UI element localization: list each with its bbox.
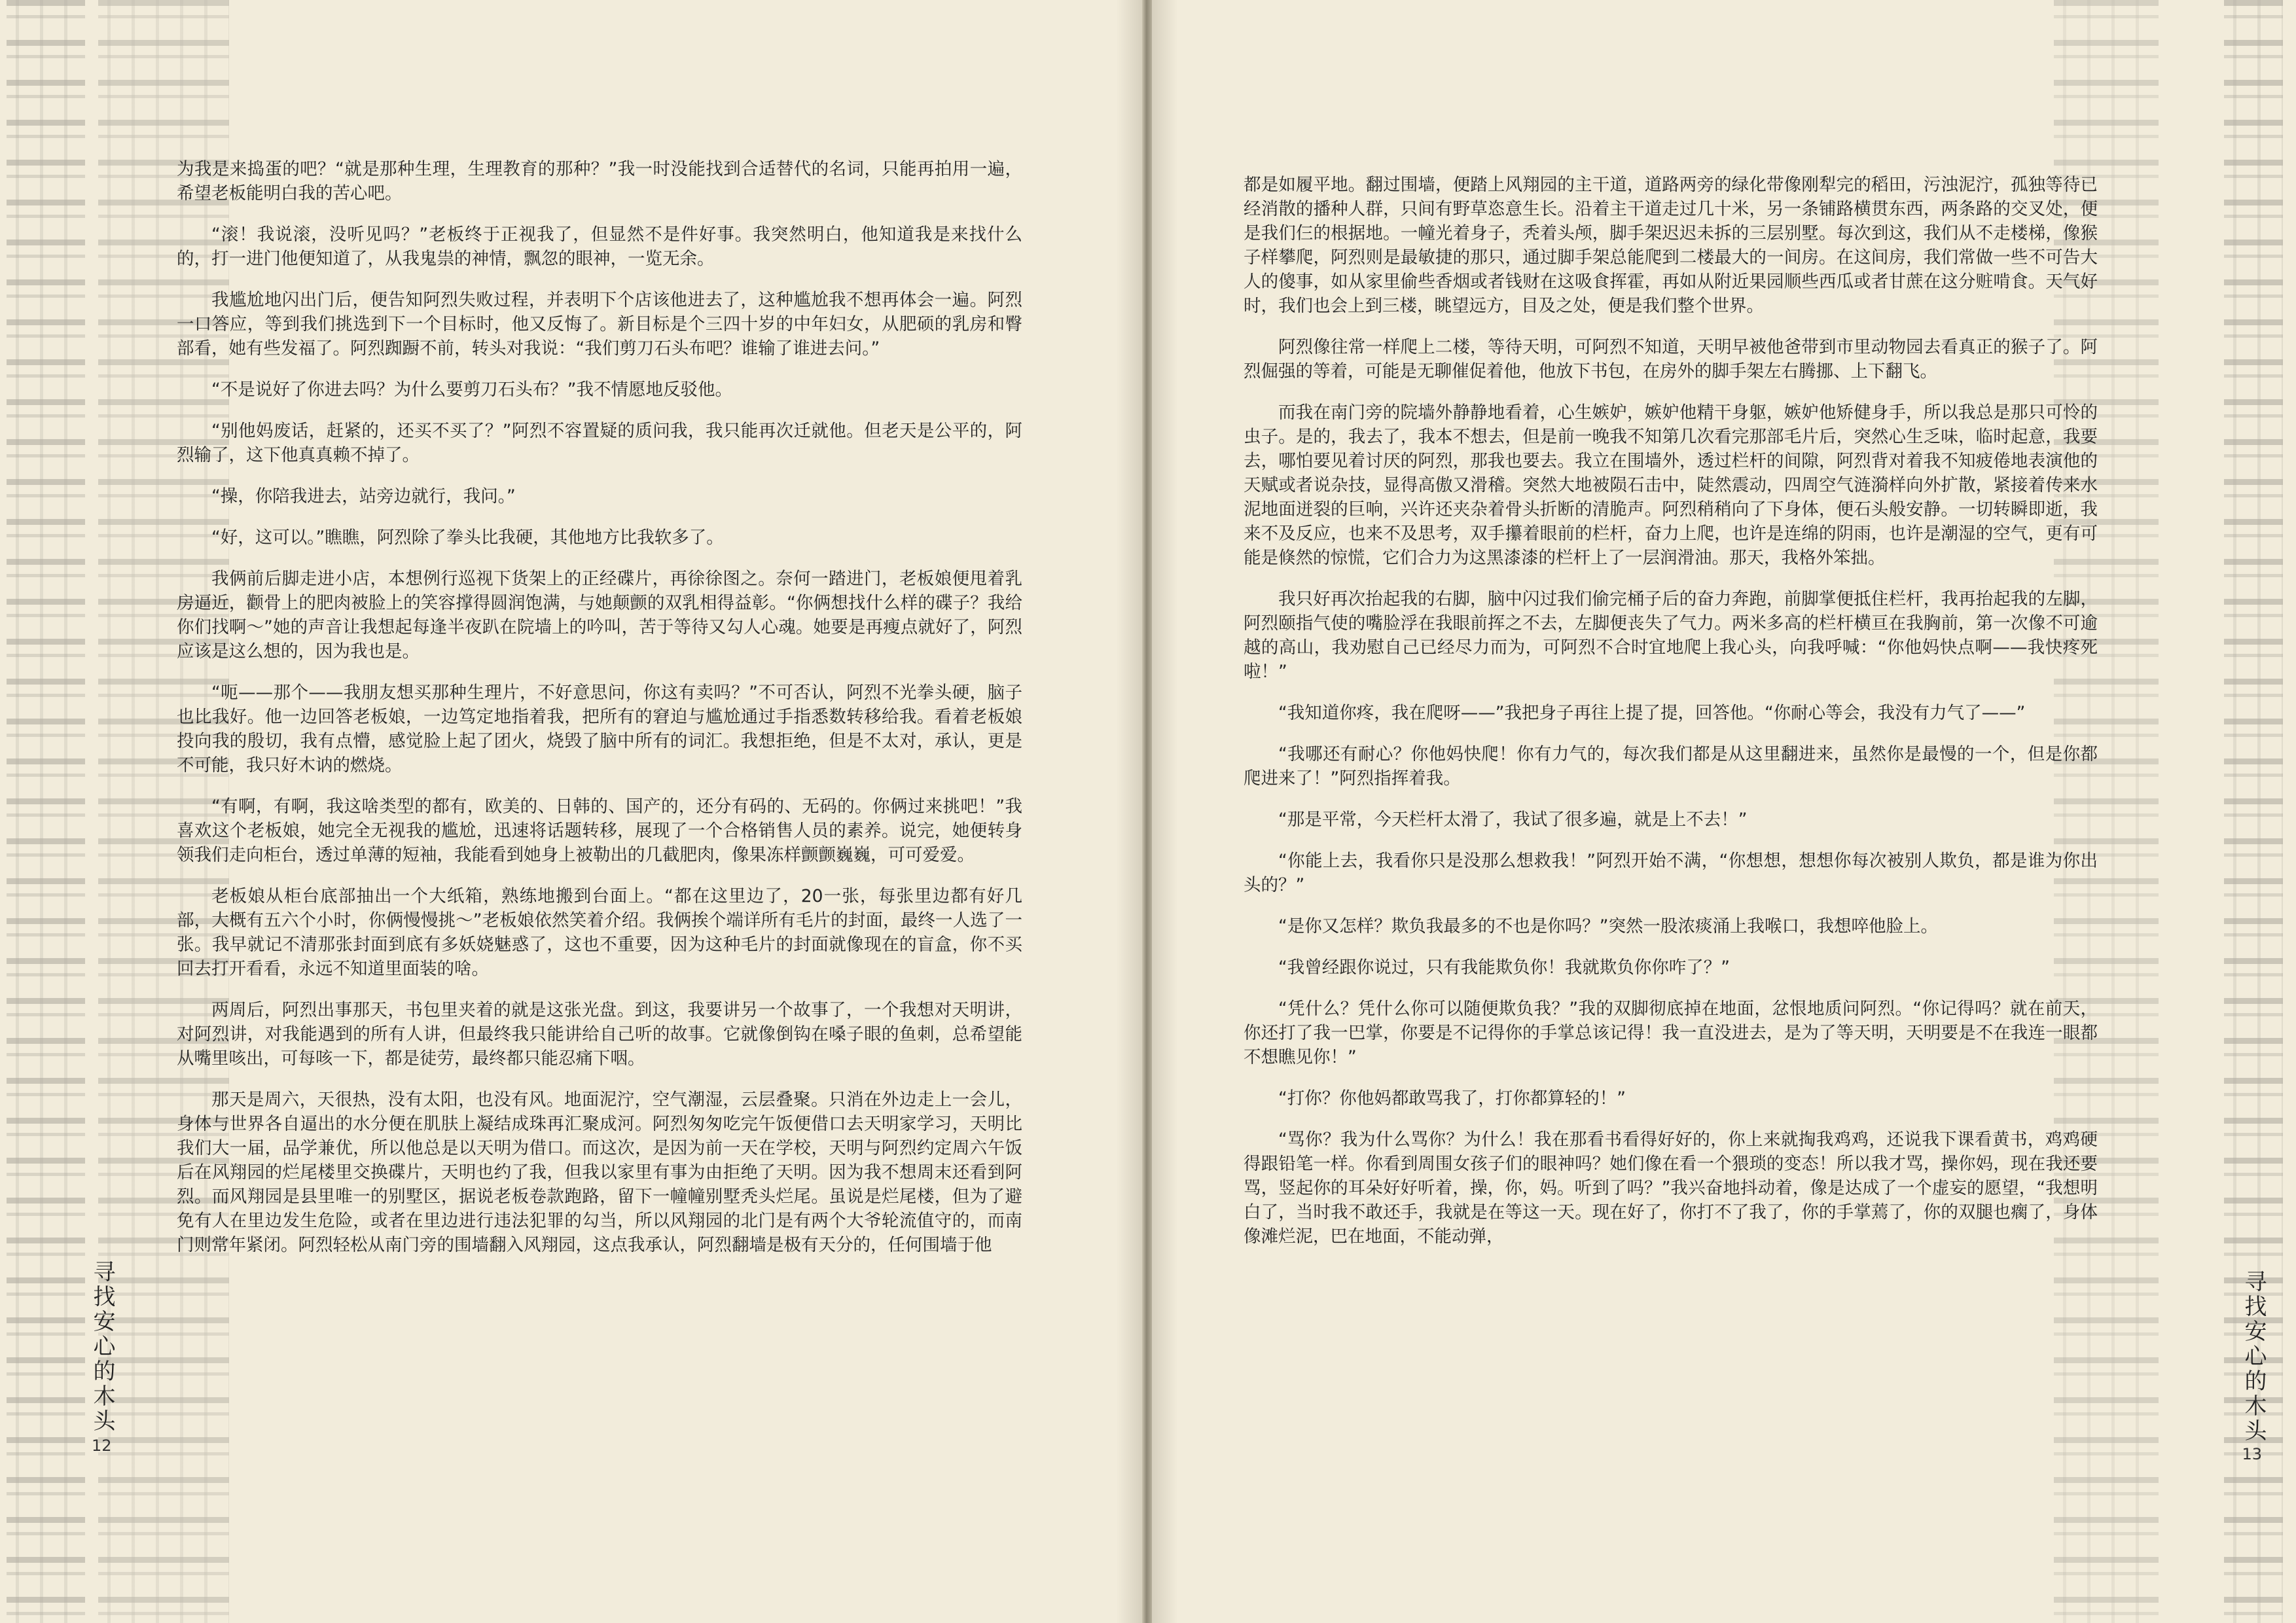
- paragraph: 我俩前后脚走进小店，本想例行巡视下货架上的正经碟片，再徐徐图之。奈何一踏进门，老板娘便甩着乳房逼近，颧骨上的肥肉被脸上的笑容撑得圆润饱满，与她颠颤的双乳相得益彰。“你俩想找什么样的碟子？我给你们找啊～”她的声音让我想起每逢半夜趴在院墙上的吟叫，苦于等待又勾人心魂。她要是再瘦点就好了，阿烈应该是这么想的，因为我也是。: [177, 569, 1022, 662]
- paragraph: 我尴尬地闪出门后，便告知阿烈失败过程，并表明下个店该他进去了，这种尴尬我不想再体会一遍。阿烈一口答应，等到我们挑选到下一个目标时，他又反悔了。新目标是个三四十岁的中年妇女，从肥硕的乳房和臀部看，她有些发福了。阿烈踟蹰不前，转头对我说：“我们剪刀石头布吧？谁输了谁进去问。”: [177, 290, 1022, 359]
- paragraph: 两周后，阿烈出事那天，书包里夹着的就是这张光盘。到这，我要讲另一个故事了，一个我想对天明讲，对阿烈讲，对我能遇到的所有人讲，但最终我只能讲给自己听的故事。它就像倒钩在嗓子眼的鱼刺，总希望能从嘴里咳出，可每咳一下，都是徒劳，最终都只能忍痛下咽。: [177, 1000, 1022, 1069]
- paragraph: 那天是周六，天很热，没有太阳，也没有风。地面泥泞，空气潮湿，云层叠聚。只消在外边走上一会儿，身体与世界各自逼出的水分便在肌肤上凝结成珠再汇聚成河。阿烈匆匆吃完午饭便借口去天明家学习，天明比我们大一届，品学兼优，所以他总是以天明为借口。而这次，是因为前一天在学校，天明与阿烈约定周六午饭后在风翔园的烂尾楼里交换碟片，天明也约了我，但我以家里有事为由拒绝了天明。因为我不想周末还看到阿烈。而风翔园是县里唯一的别墅区，据说老板卷款跑路，留下一幢幢别墅秃头烂尾。虽说是烂尾楼，但为了避免有人在里边发生危险，或者在里边进行违法犯罪的勾当，所以风翔园的北门是有两个大爷轮流值守的，而南门则常年紧闭。阿烈轻松从南门旁的围墙翻入风翔园，这点我承认，阿烈翻墙是极有天分的，任何围墙于他: [177, 1090, 1022, 1255]
- page-number: 12: [92, 1436, 112, 1455]
- paragraph: “是你又怎样？欺负我最多的不也是你吗？”突然一股浓痰涌上我喉口，我想啐他脸上。: [1278, 916, 1938, 936]
- right-page-body: [1244, 173, 2098, 1266]
- left-page-body: [177, 157, 1022, 1274]
- paragraph: “骂你？我为什么骂你？为什么！我在那看书看得好好的，你上来就掏我鸡鸡，还说我下课看黄书，鸡鸡硬得跟铅笔一样。你看到周围女孩子们的眼神吗？她们像在看一个猥琐的变态！所以我才骂，操你妈，现在我还要骂，竖起你的耳朵好好听着，操，你，妈。听到了吗？”我兴奋地抖动着，像是达成了一个虚妄的愿望，“我想明白了，当时我不敢还手，我就是在等这一天。现在好了，你打不了我了，你的手掌蔫了，你的双腿也瘸了，身体像滩烂泥，巴在地面，不能动弹，: [1244, 1130, 2098, 1247]
- paragraph: 为我是来捣蛋的吧？“就是那种生理，生理教育的那种？”我一时没能找到合适替代的名词，只能再拍用一遍，希望老板能明白我的苦心吧。: [177, 159, 1022, 204]
- paragraph: “滚！我说滚，没听见吗？”老板终于正视我了，但显然不是件好事。我突然明白，他知道我是来找什么的，打一进门他便知道了，从我鬼祟的神情，飘忽的眼神，一览无余。: [177, 224, 1022, 269]
- paragraph: “那是平常，今天栏杆太滑了，我试了很多遍，就是上不去！”: [1278, 810, 1748, 830]
- paragraph: “操，你陪我进去，站旁边就行，我问。”: [211, 486, 516, 507]
- right-page: [1152, 0, 2296, 1623]
- paragraph: 老板娘从柜台底部抽出一个大纸箱，熟练地搬到台面上。“都在这里边了，20一张，每张里边都有好几部，大概有五六个小时，你俩慢慢挑～”老板娘依然笑着介绍。我俩挨个端详所有毛片的封面，最终一人选了一张。我早就记不清那张封面到底有多妖娆魅惑了，这也不重要，因为这种毛片的封面就像现在的盲盒，你不买回去打开看看，永远不知道里面装的啥。: [177, 886, 1022, 979]
- paragraph: “呃——那个——我朋友想买那种生理片，不好意思问，你这有卖吗？”不可否认，阿烈不光拳头硬，脑子也比我好。他一边回答老板娘，一边笃定地指着我，把所有的窘迫与尴尬通过手指悉数转移给我。看着老板娘投向我的殷切，我有点懵，感觉脸上起了团火，烧毁了脑中所有的词汇。我想拒绝，但是不太对，承认，更是不可能，我只好木讷的燃烧。: [177, 683, 1022, 776]
- paragraph: “我哪还有耐心？你他妈快爬！你有力气的，每次我们都是从这里翻进来，虽然你是最慢的一个，但是你都爬进来了！”阿烈指挥着我。: [1244, 744, 2098, 789]
- scan-artifact: [7, 0, 85, 1623]
- paragraph: “好，这可以。”瞧瞧，阿烈除了拳头比我硬，其他地方比我软多了。: [211, 527, 724, 548]
- paragraph: “凭什么？凭什么你可以随便欺负我？”我的双脚彻底掉在地面，忿恨地质问阿烈。“你记得吗？就在前天，你还打了我一巴掌，你要是不记得你的手掌总该记得！我一直没进去，是为了等天明，天明要是不在我连一眼都不想瞧见你！”: [1244, 999, 2098, 1067]
- running-title: 寻找安心的木头: [89, 1260, 115, 1434]
- paragraph: “打你？你他妈都敢骂我了，打你都算轻的！”: [1278, 1088, 1626, 1109]
- paragraph: 我只好再次抬起我的右脚，脑中闪过我们偷完桶子后的奋力奔跑，前脚掌便抵住栏杆，我再抬起我的左脚，阿烈颐指气使的嘴脸浮在我眼前挥之不去，左脚便丧失了气力。两米多高的栏杆横亘在我胸前，第一次像不可逾越的高山，我劝慰自己已经尽力而为，可阿烈不合时宜地爬上我心头，向我呼喊：“你他妈快点啊——我快疼死啦！”: [1244, 589, 2098, 682]
- paragraph: “不是说好了你进去吗？为什么要剪刀石头布？”我不情愿地反驳他。: [211, 380, 732, 400]
- running-title: 寻找安心的木头: [2240, 1270, 2267, 1444]
- paragraph: 而我在南门旁的院墙外静静地看着，心生嫉妒，嫉妒他精干身躯，嫉妒他矫健身手，所以我总是那只可怜的虫子。是的，我去了，我本不想去，但是前一晚我不知第几次看完那部毛片后，突然心生乏味，临时起意，我要去，哪怕要见着讨厌的阿烈，那我也要去。我立在围墙外，透过栏杆的间隙，阿烈背对着我不知疲倦地表演他的天赋或者说杂技，显得高傲又滑稽。突然大地被陨石击中，陡然震动，四周空气涟漪样向外扩散，紧接着传来水泥地面迸裂的巨响，兴许还夹杂着骨头折断的清脆声。阿烈稍稍向了下身体，便石头般安静。一切转瞬即逝，我来不及反应，也来不及思考，双手攥着眼前的栏杆，奋力上爬，也许是连绵的阴雨，也许是潮湿的空气，更有可能是倏然的惊慌，它们合力为这黑漆漆的栏杆上了一层润滑油。那天，我格外笨拙。: [1244, 402, 2098, 568]
- paragraph: “有啊，有啊，我这啥类型的都有，欧美的、日韩的、国产的，还分有码的、无码的。你俩过来挑吧！”我喜欢这个老板娘，她完全无视我的尴尬，迅速将话题转移，展现了一个合格销售人员的素养。说完，她便转身领我们走向柜台，透过单薄的短袖，我能看到她身上被勒出的几截肥肉，像果冻样颤颤巍巍，可可爱爱。: [177, 796, 1022, 865]
- paragraph: “我知道你疼，我在爬呀——”我把身子再往上提了提，回答他。“你耐心等会，我没有力气了——”: [1278, 703, 2026, 723]
- paragraph: 都是如履平地。翻过围墙，便踏上风翔园的主干道，道路两旁的绿化带像刚犁完的稻田，污浊泥泞，孤独等待已经消散的播种人群，只间有野草恣意生长。沿着主干道走过几十米，另一条铺路横贯东西，两条路的交叉处，便是我们仨的根据地。一幢光着身子，秃着头颅，脚手架迟迟未拆的三层别墅。每次到这，我们从不走楼梯，像猴子样攀爬，阿烈则是最敏捷的那只，通过脚手架总能爬到二楼最大的一间房。在这间房，我们常做一些不可告大人的傻事，如从家里偷些香烟或者钱财在这吸食挥霍，再如从附近果园顺些西瓜或者甘蔗在这分赃啃食。天气好时，我们也会上到三楼，眺望远方，目及之处，便是我们整个世界。: [1244, 175, 2098, 316]
- paragraph: 阿烈像往常一样爬上二楼，等待天明，可阿烈不知道，天明早被他爸带到市里动物园去看真正的猴子了。阿烈倔强的等着，可能是无聊催促着他，他放下书包，在房外的脚手架左右腾挪、上下翻飞。: [1244, 337, 2098, 382]
- left-page: [0, 0, 1142, 1623]
- page-number: 13: [2242, 1445, 2262, 1463]
- paragraph: “你能上去，我看你只是没那么想救我！”阿烈开始不满，“你想想，想想你每次被别人欺负，都是谁为你出头的？”: [1244, 851, 2098, 895]
- paragraph: “我曾经跟你说过，只有我能欺负你！我就欺负你你咋了？”: [1278, 957, 1730, 978]
- paragraph: “别他妈废话，赶紧的，还买不买了？”阿烈不容置疑的质问我，我只能再次迁就他。但老天是公平的，阿烈输了，这下他真真赖不掉了。: [177, 421, 1022, 465]
- book-gutter: [1142, 0, 1152, 1623]
